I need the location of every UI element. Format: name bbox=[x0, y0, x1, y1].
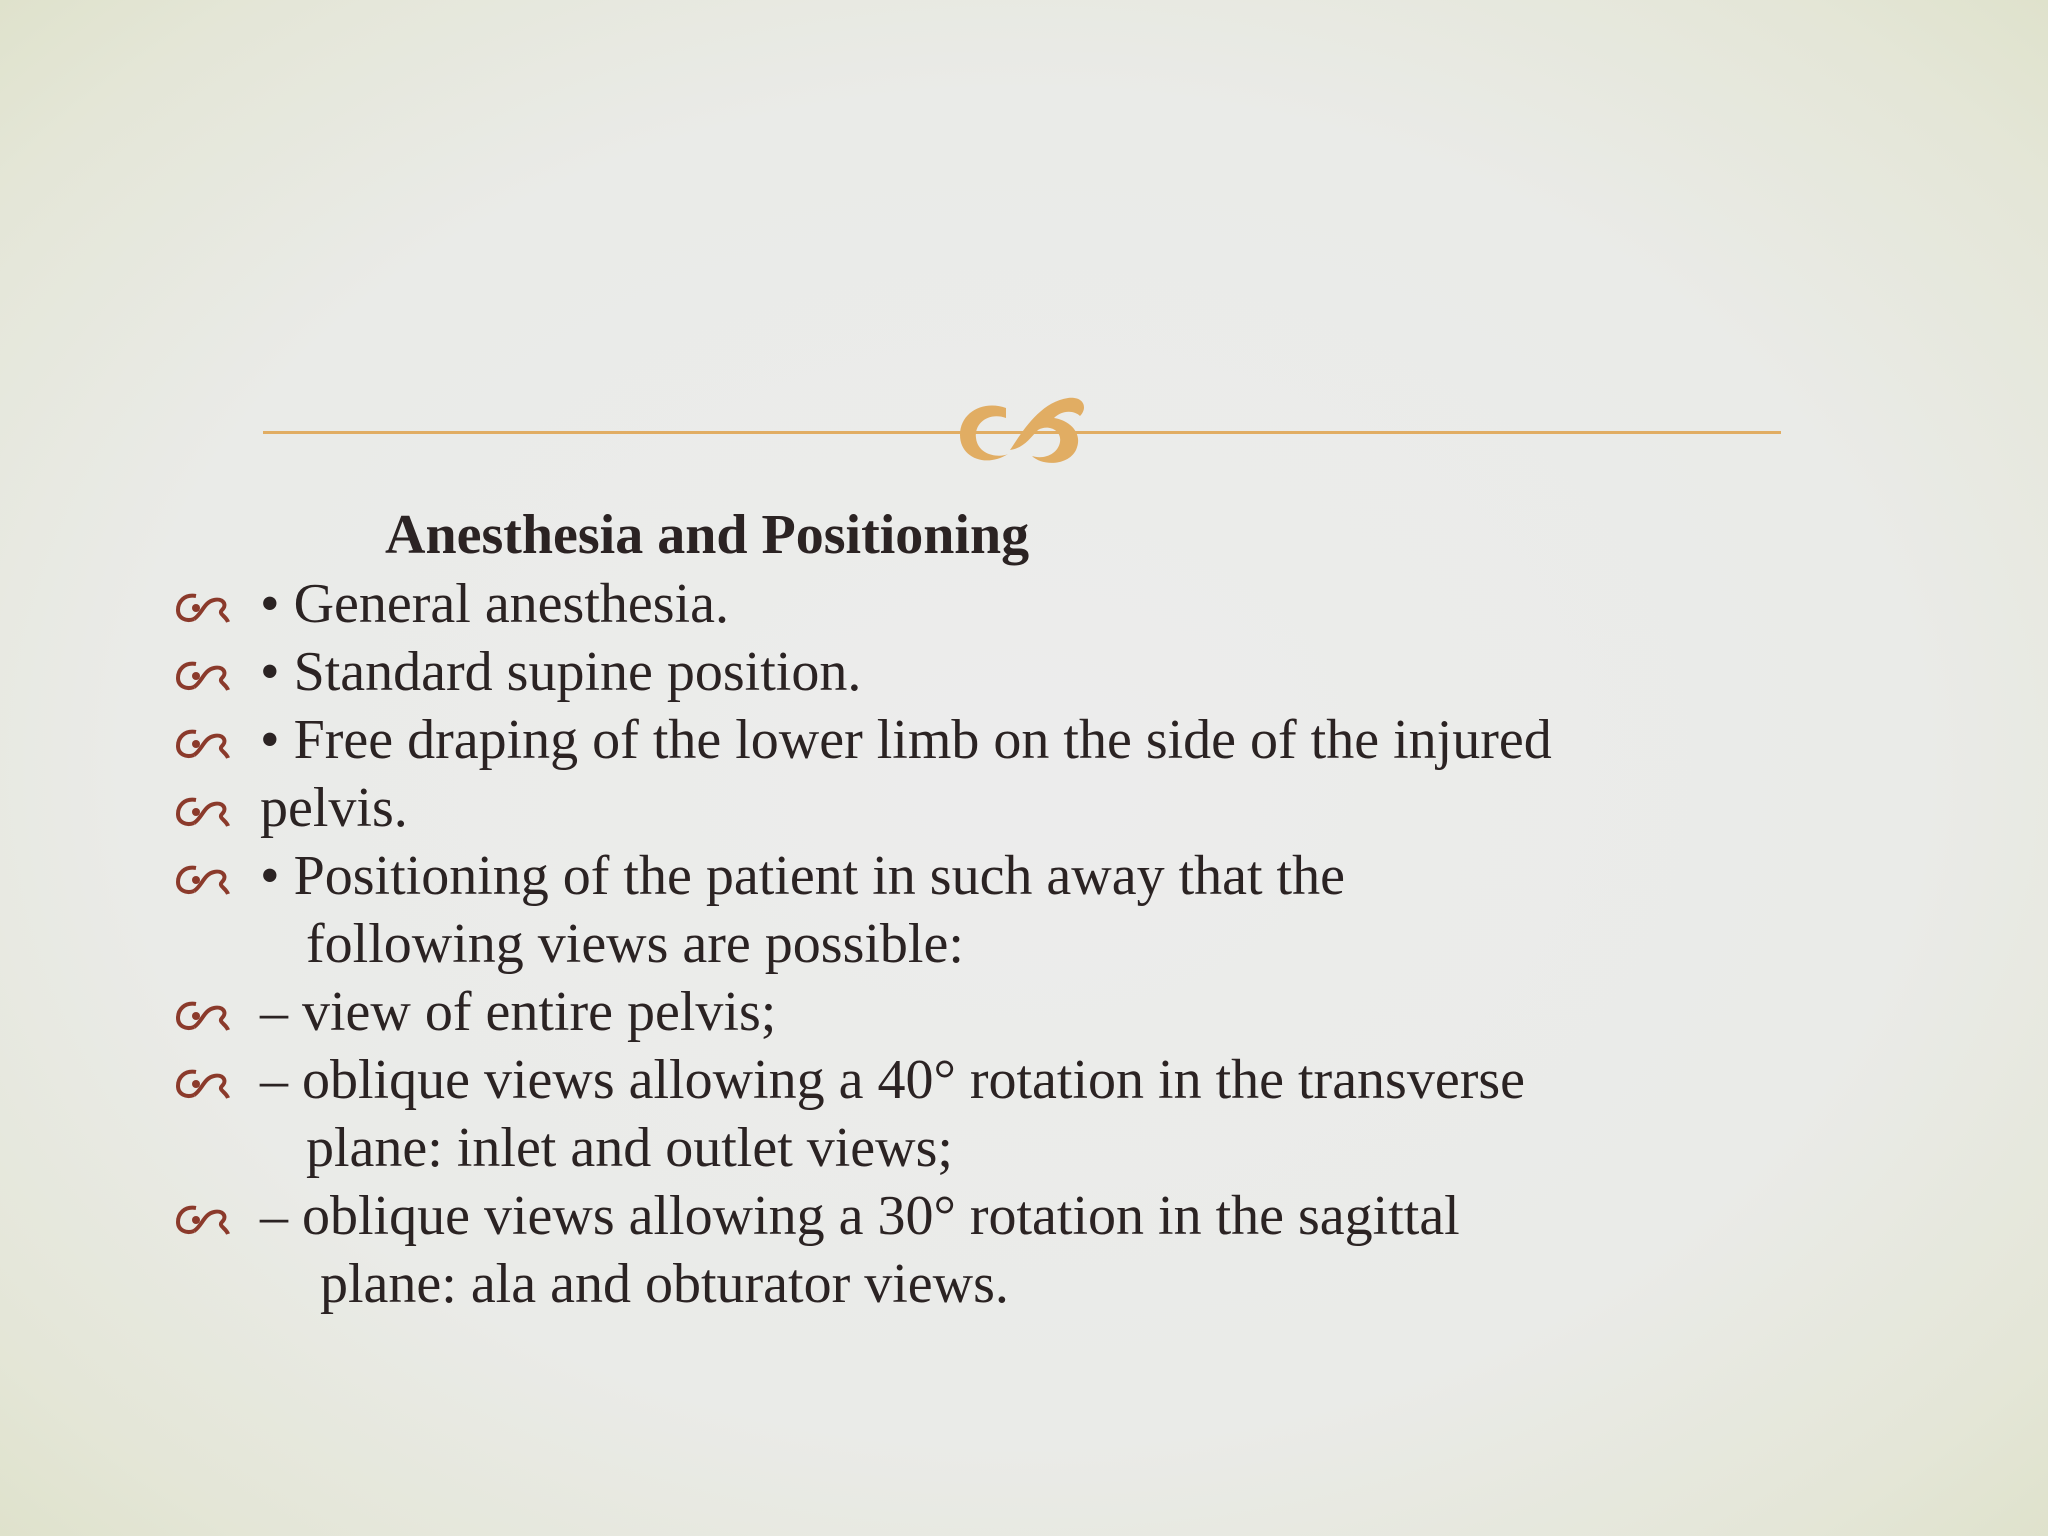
list-item-continuation: plane: inlet and outlet views; bbox=[306, 1117, 953, 1179]
list-item bbox=[170, 1182, 1552, 1318]
list-item bbox=[170, 638, 1552, 706]
list-item-text: – oblique views allowing a 30° rotation in the sagittal bbox=[260, 1185, 1460, 1247]
list-item-continuation: plane: ala and obturator views. bbox=[320, 1253, 1009, 1315]
list-item bbox=[170, 570, 1552, 638]
curl-ornament-icon bbox=[176, 794, 232, 828]
curl-ornament-icon bbox=[176, 998, 232, 1032]
list-item-text: – oblique views allowing a 40° rotation in the transverse bbox=[260, 1049, 1526, 1111]
slide-title: Anesthesia and Positioning bbox=[385, 504, 1030, 566]
curl-ornament-icon bbox=[176, 862, 232, 896]
list-item bbox=[170, 1046, 1552, 1182]
curl-ornament-icon bbox=[176, 1202, 232, 1236]
curl-ornament-icon bbox=[176, 726, 232, 760]
curl-ornament-icon bbox=[176, 590, 232, 624]
list-item-continuation: following views are possible: bbox=[306, 913, 964, 975]
list-item bbox=[170, 706, 1552, 774]
list-item-text: • Positioning of the patient in such away that the bbox=[260, 845, 1345, 907]
list-item-text: – view of entire pelvis; bbox=[260, 981, 777, 1043]
curl-ornament-icon bbox=[176, 658, 232, 692]
list-item bbox=[170, 774, 1552, 842]
curl-ornament-icon bbox=[176, 1066, 232, 1100]
list-item-text: • Free draping of the lower limb on the side of the injured bbox=[260, 709, 1552, 771]
list-item-text: • Standard supine position. bbox=[260, 641, 862, 703]
list-item bbox=[170, 842, 1552, 978]
bullet-list bbox=[170, 570, 1552, 1318]
list-item bbox=[170, 978, 1552, 1046]
list-item-text: • General anesthesia. bbox=[260, 573, 729, 635]
list-item-text: pelvis. bbox=[260, 777, 408, 839]
scroll-flourish-icon bbox=[948, 380, 1098, 480]
